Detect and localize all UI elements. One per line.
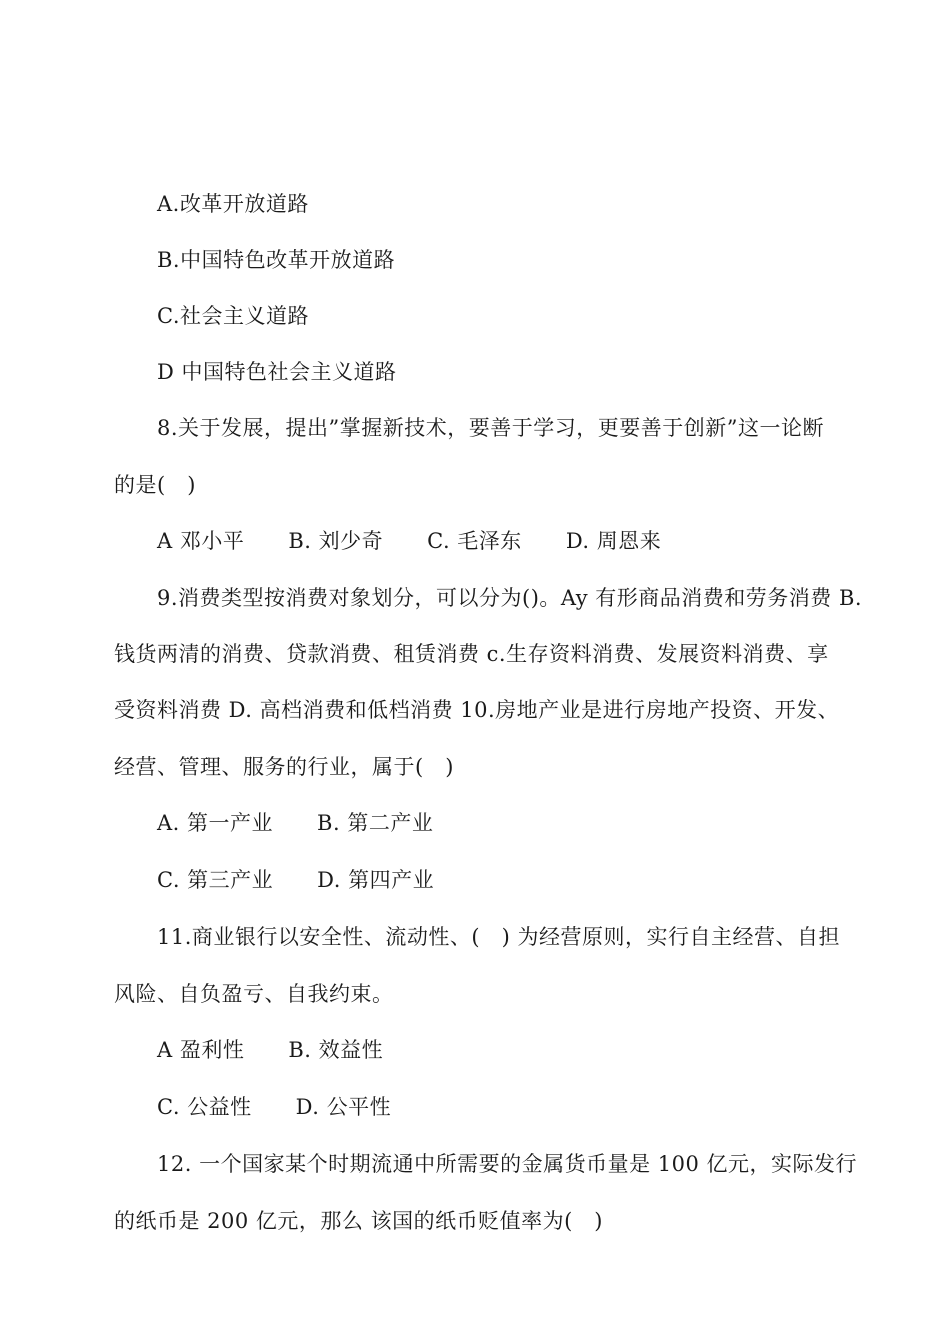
q10-stem-line: 经营、管理、服务的行业，属于( ) xyxy=(114,755,454,779)
q10-options-row2 xyxy=(157,865,434,895)
q11-option-d: D. 公平性 xyxy=(295,1095,392,1119)
q11-option-c: C. 公益性 xyxy=(157,1095,252,1119)
q12-stem-line1: 12. 一个国家某个时期流通中所需要的金属货币量是 100 亿元，实际发行 xyxy=(157,1152,858,1176)
q11-options-row1 xyxy=(157,1035,383,1065)
q9-stem-line2: 钱货两清的消费、贷款消费、租赁消费 c.生存资料消费、发展资料消费、享 xyxy=(114,642,829,666)
q11-stem-line2: 风险、自负盈亏、自我约束。 xyxy=(114,982,394,1006)
q8-options xyxy=(157,526,661,556)
q10-option-a: A. 第一产业 xyxy=(157,811,274,835)
q10-option-b: B. 第二产业 xyxy=(317,811,434,835)
q12-stem-line2: 的纸币是 200 亿元，那么 该国的纸币贬值率为( ) xyxy=(114,1209,603,1233)
q10-option-c: C. 第三产业 xyxy=(157,868,274,892)
q11-option-a: A 盈利性 xyxy=(157,1038,245,1062)
q11-option-b: B. 效益性 xyxy=(288,1038,384,1062)
q11-options-row2 xyxy=(157,1092,391,1122)
q7-option-c: C.社会主义道路 xyxy=(157,304,309,328)
q8-option-d: D. 周恩来 xyxy=(565,529,662,553)
q8-option-c: C. 毛泽东 xyxy=(427,529,522,553)
q8-option-a: A 邓小平 xyxy=(157,529,245,553)
q10-option-d: D. 第四产业 xyxy=(317,868,435,892)
q8-stem-line1: 8.关于发展，提出”掌握新技术，要善于学习，更要善于创新”这一论断 xyxy=(157,416,825,440)
q9-stem-line1: 9.消费类型按消费对象划分，可以分为()。Ay 有形商品消费和劳务消费 B. xyxy=(157,586,863,610)
q7-option-b: B.中国特色改革开放道路 xyxy=(157,248,396,272)
q8-stem-line2: 的是( ) xyxy=(114,473,196,497)
q7-option-d: D 中国特色社会主义道路 xyxy=(157,360,397,384)
q10-options-row1 xyxy=(157,808,433,838)
q9-stem-line3: 受资料消费 D. 高档消费和低档消费 10.房地产业是进行房地产投资、开发、 xyxy=(114,698,840,722)
q8-option-b: B. 刘少奇 xyxy=(288,529,384,553)
q11-stem-line1: 11.商业银行以安全性、流动性、( ) 为经营原则，实行自主经营、自担 xyxy=(157,925,840,949)
q7-option-a: A.改革开放道路 xyxy=(157,192,309,216)
